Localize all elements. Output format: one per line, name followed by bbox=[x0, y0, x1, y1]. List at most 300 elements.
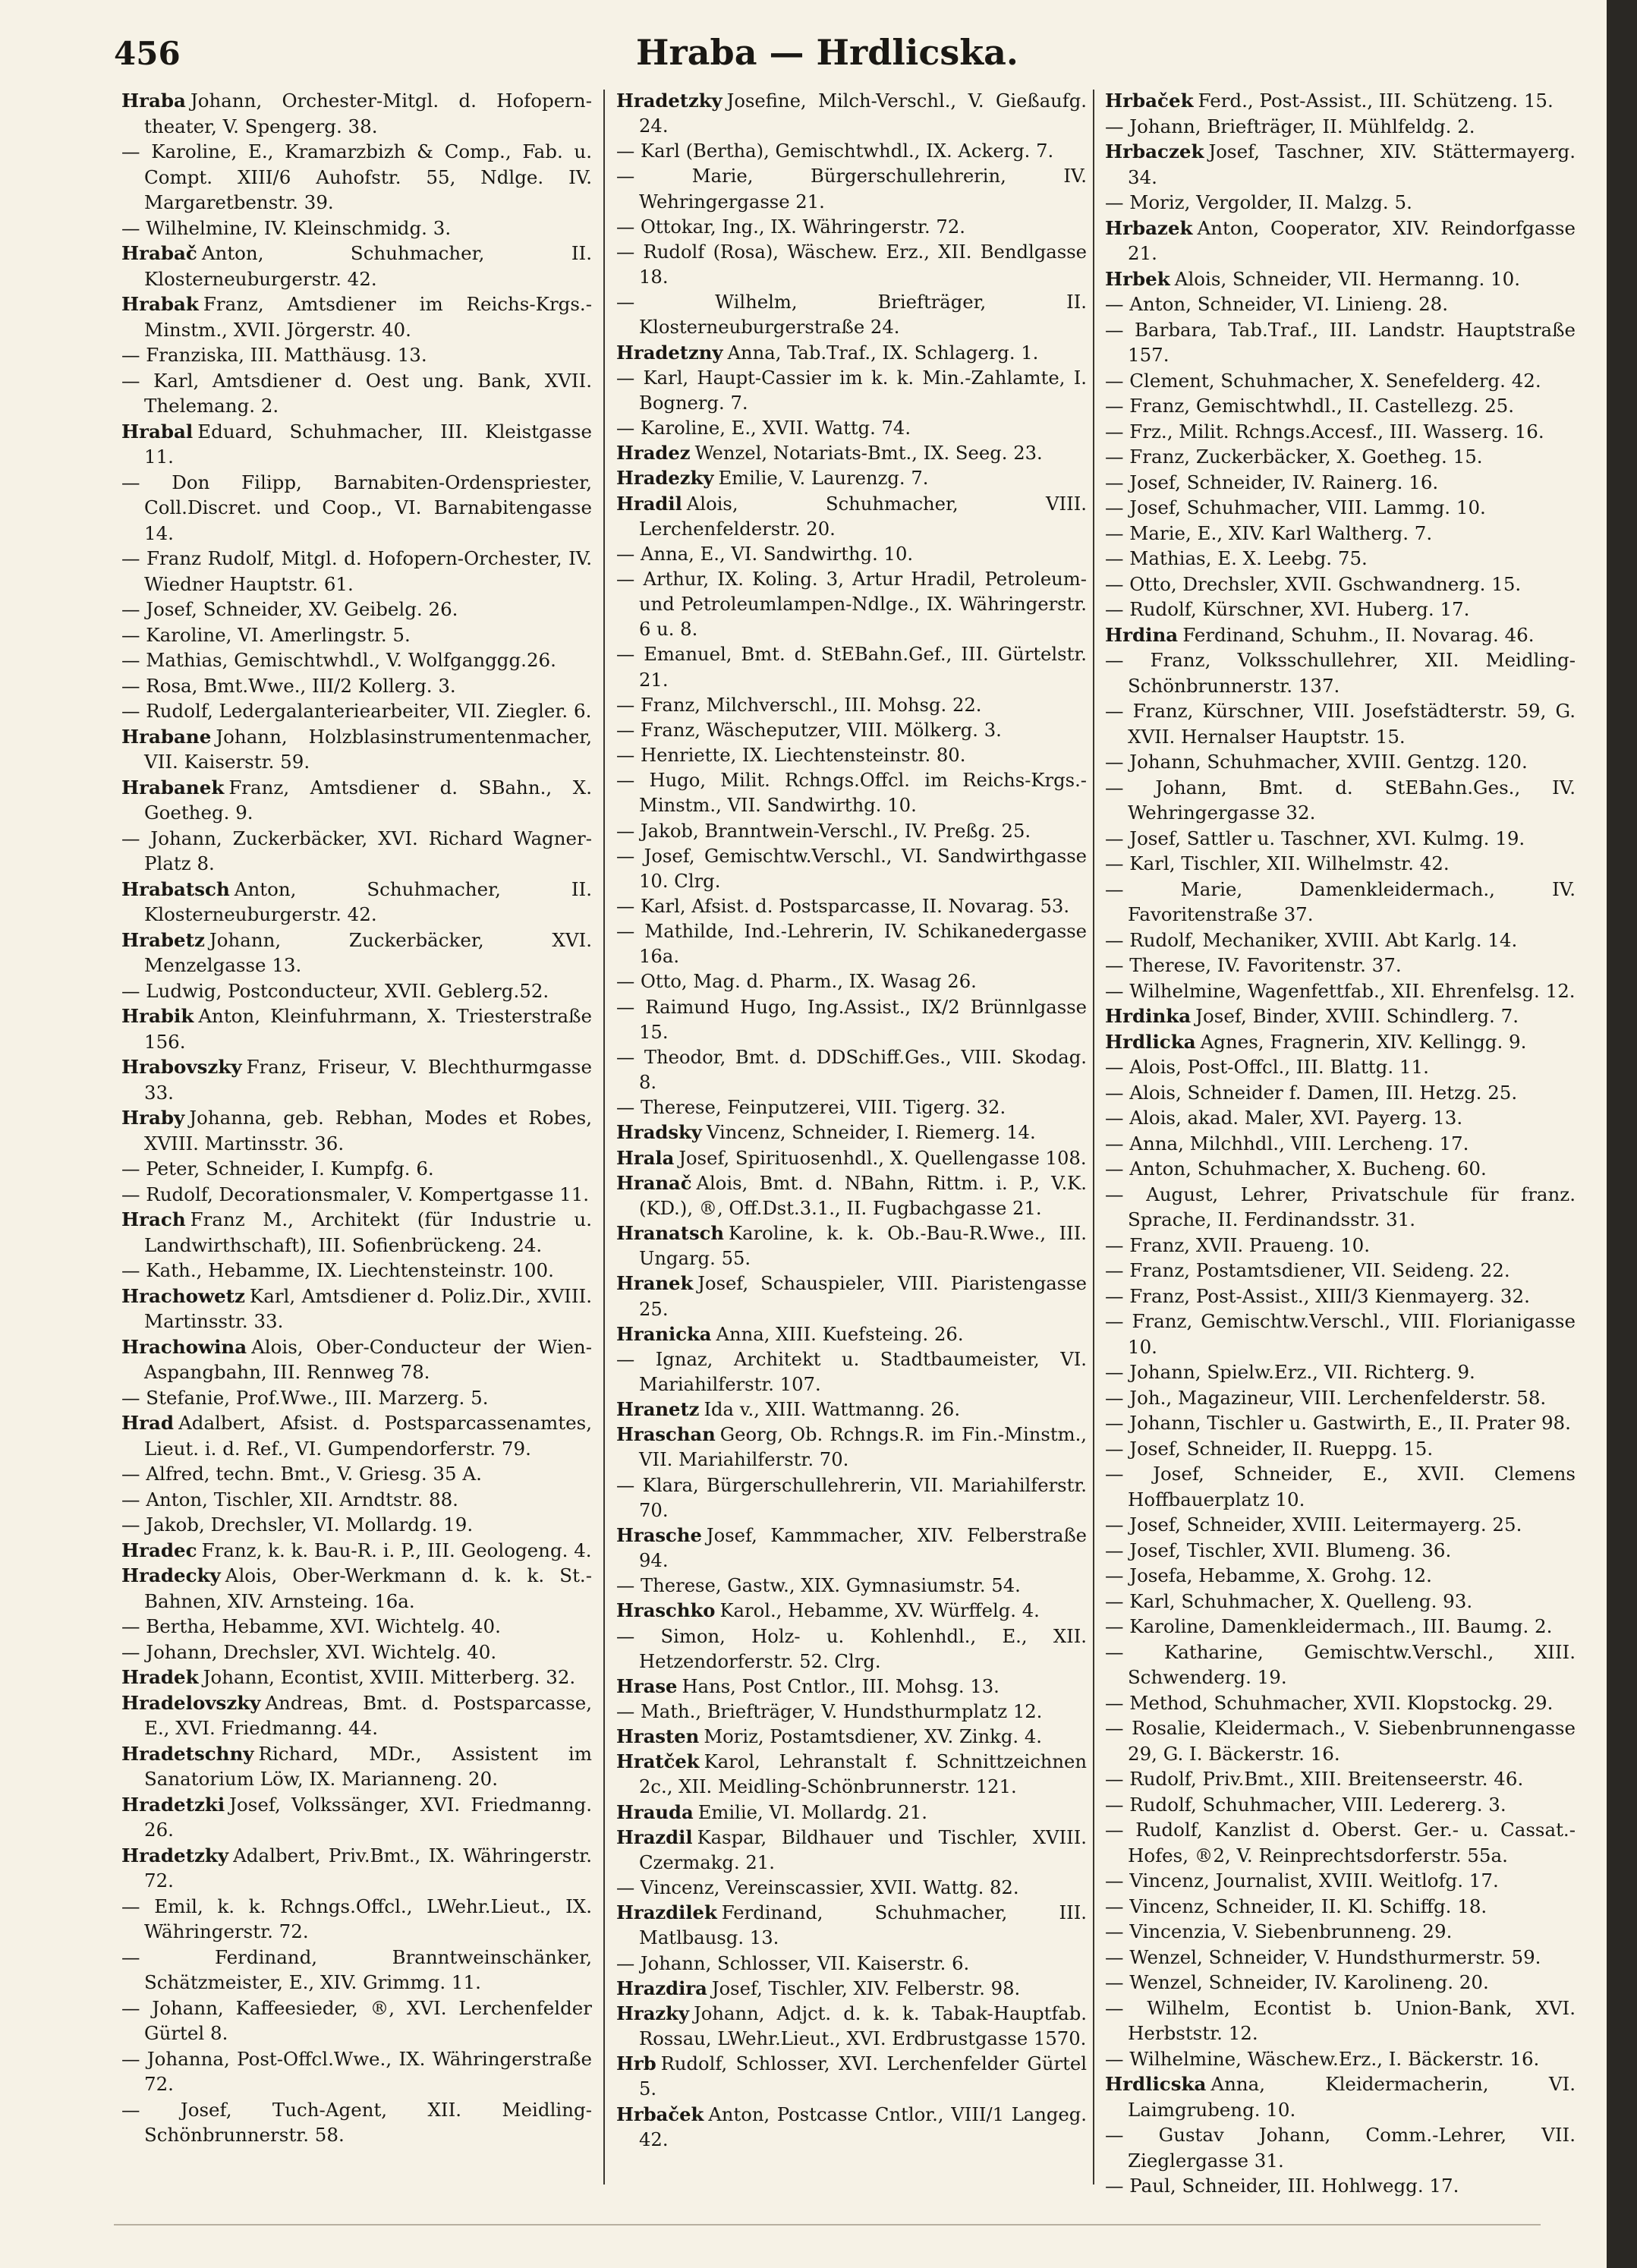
directory-entry bbox=[616, 1674, 1087, 1699]
entry-text: Josef, Spirituosenhdl., X. Quellengasse 108. bbox=[678, 1146, 1087, 1169]
entry-text: Alois, Ober-Werkmann d. k. k. St.-Bahnen, XIV. Arnsteing. 16a. bbox=[144, 1564, 592, 1612]
directory-entry bbox=[121, 291, 592, 342]
directory-entry bbox=[1105, 1131, 1576, 1157]
entry-text: — Josef, Schneider, IV. Rainerg. 16. bbox=[1105, 471, 1439, 493]
entry-surname: Hranatsch bbox=[616, 1222, 724, 1245]
entry-text: — Clement, Schuhmacher, X. Senefelderg. 42. bbox=[1105, 369, 1541, 392]
directory-entry bbox=[1105, 1105, 1576, 1131]
entry-text: — Johann, Briefträger, II. Mühlfeldg. 2. bbox=[1105, 115, 1475, 137]
entry-text: — Anton, Tischler, XII. Arndtstr. 88. bbox=[121, 1488, 458, 1510]
entry-text: — Simon, Holz- u. Kohlenhdl., E., XII. Hetzendorferstr. 52. Clrg. bbox=[616, 1624, 1087, 1672]
entry-text: Anna, XIII. Kuefsteing. 26. bbox=[716, 1322, 964, 1345]
entry-text: — Rudolf (Rosa), Wäschew. Erz., XII. Bendlgasse 18. bbox=[616, 240, 1087, 288]
entry-text: Josef, Taschner, XIV. Stättermayerg. 34. bbox=[1128, 140, 1576, 188]
entry-text: — Karoline, VI. Amerlingstr. 5. bbox=[121, 623, 411, 646]
directory-entry bbox=[616, 969, 1087, 994]
entry-text: — Otto, Mag. d. Pharm., IX. Wasag 26. bbox=[616, 970, 977, 993]
entry-text: — Rudolf, Ledergalanteriearbeiter, VII. Ziegler. 6. bbox=[121, 700, 592, 722]
entry-text: Josef, Schauspieler, VIII. Piaristengasse 25. bbox=[639, 1272, 1087, 1320]
directory-entry bbox=[121, 342, 592, 368]
entry-text: — Ignaz, Architekt u. Stadtbaumeister, VI. Mariahilferstr. 107. bbox=[616, 1347, 1087, 1395]
entry-text: Emilie, V. Laurenzg. 7. bbox=[718, 467, 929, 490]
directory-entry bbox=[1105, 597, 1576, 622]
entry-text: — Vincenz, Journalist, XVIII. Weitlofg. 17. bbox=[1105, 1870, 1499, 1892]
column-rule bbox=[603, 90, 605, 2185]
entry-text: Anton, Schuhmacher, II. Klosterneuburgerstr. 42. bbox=[144, 242, 592, 290]
directory-entry bbox=[121, 1105, 592, 1156]
directory-entry bbox=[1105, 216, 1576, 266]
directory-entry bbox=[616, 1221, 1087, 1271]
entry-text: — Emil, k. k. Rchngs.Offcl., LWehr.Lieut., IX. Währingerstr. 72. bbox=[121, 1895, 592, 1942]
directory-entry bbox=[616, 365, 1087, 415]
directory-entry bbox=[121, 978, 592, 1004]
entry-text: — Karl, Tischler, XII. Wilhelmstr. 42. bbox=[1105, 852, 1450, 874]
entry-text: — Franz, XVII. Praueng. 10. bbox=[1105, 1233, 1371, 1256]
directory-entry bbox=[616, 1724, 1087, 1749]
directory-entry bbox=[121, 419, 592, 470]
entry-text: — Franziska, III. Matthäusg. 13. bbox=[121, 344, 427, 366]
directory-entry bbox=[121, 2097, 592, 2148]
directory-entry bbox=[1105, 1258, 1576, 1284]
directory-entry bbox=[1105, 1436, 1576, 1462]
directory-entry bbox=[1105, 1817, 1576, 1868]
entry-surname: Hradetzny bbox=[616, 341, 723, 364]
directory-entry bbox=[1105, 978, 1576, 1004]
directory-entry bbox=[121, 928, 592, 978]
directory-entry bbox=[1105, 190, 1576, 216]
entry-text: Emilie, VI. Mollardg. 21. bbox=[697, 1800, 927, 1823]
directory-entry bbox=[1105, 1589, 1576, 1614]
directory-entry bbox=[1105, 851, 1576, 877]
entry-text: — Marie, Bürgerschullehrerin, IV. Wehringergasse 21. bbox=[616, 165, 1087, 213]
directory-entry bbox=[616, 1951, 1087, 1976]
directory-entry bbox=[1105, 1715, 1576, 1766]
entry-text: — Rudolf, Mechaniker, XVIII. Abt Karlg. 14. bbox=[1105, 928, 1518, 951]
entry-text: — August, Lehrer, Privatschule für franz. Sprache, II. Ferdinandsstr. 31. bbox=[1105, 1183, 1576, 1230]
directory-entry bbox=[121, 470, 592, 547]
entry-text: — Hugo, Milit. Rchngs.Offcl. im Reichs-Krgs.-Minstm., VII. Sandwirthg. 10. bbox=[616, 769, 1087, 817]
entry-text: — Rosalie, Kleidermach., V. Siebenbrunnengasse 29, G. I. Bäckerstr. 16. bbox=[1105, 1717, 1576, 1765]
entry-surname: Hraschan bbox=[616, 1423, 716, 1446]
entry-text: — Rudolf, Kürschner, XVI. Huberg. 17. bbox=[1105, 598, 1470, 620]
directory-entry bbox=[616, 1473, 1087, 1523]
entry-text: — Otto, Drechsler, XVII. Gschwandnerg. 15. bbox=[1105, 572, 1522, 595]
entry-surname: Hradetzky bbox=[616, 90, 722, 112]
directory-entry bbox=[121, 826, 592, 877]
directory-entry bbox=[616, 1095, 1087, 1120]
directory-entry bbox=[1105, 2122, 1576, 2173]
entry-text: Johanna, geb. Rebhan, Modes et Robes, XVIII. Martinsstr. 36. bbox=[144, 1107, 592, 1154]
entry-text: — Wilhelmine, Wagenfettfab., XII. Ehrenfelsg. 12. bbox=[1105, 979, 1576, 1002]
entry-text: — Karl, Haupt-Cassier im k. k. Min.-Zahlamte, I. Bognerg. 7. bbox=[616, 366, 1087, 414]
entry-text: — Alois, akad. Maler, XVI. Payerg. 13. bbox=[1105, 1107, 1463, 1129]
directory-entry bbox=[121, 1054, 592, 1105]
entry-surname: Hradec bbox=[121, 1539, 197, 1561]
entry-surname: Hraschko bbox=[616, 1599, 716, 1622]
directory-entry bbox=[121, 877, 592, 928]
directory-entry bbox=[121, 139, 592, 216]
entry-text: — Franz, Milchverschl., III. Mohsg. 22. bbox=[616, 693, 982, 716]
directory-entry bbox=[121, 1690, 592, 1741]
running-head bbox=[114, 29, 1541, 83]
entry-surname: Hrauda bbox=[616, 1800, 694, 1823]
entry-text: — Karoline, E., XVII. Wattg. 74. bbox=[616, 417, 911, 439]
entry-text: — Vincenz, Vereinscassier, XVII. Wattg. 82. bbox=[616, 1876, 1019, 1899]
entry-text: Johann, Econtist, XVIII. Mitterberg. 32. bbox=[203, 1666, 576, 1688]
directory-entry bbox=[1105, 1385, 1576, 1411]
directory-entry bbox=[121, 1996, 592, 2046]
entry-text: Alois, Schneider, VII. Hermanng. 10. bbox=[1174, 267, 1521, 290]
entry-text: Anton, Kleinfuhrmann, X. Triesterstraße 156. bbox=[144, 1005, 592, 1053]
entry-text: — Karl, Afsist. d. Postsparcasse, II. Novarag. 53. bbox=[616, 895, 1070, 917]
directory-entry bbox=[1105, 1614, 1576, 1640]
directory-entry bbox=[1105, 2071, 1576, 2122]
entry-text: — Math., Briefträger, V. Hundsthurmplatz 12. bbox=[616, 1700, 1043, 1722]
entry-text: — Josef, Tuch-Agent, XII. Meidling-Schönbrunnerstr. 58. bbox=[121, 2098, 592, 2146]
entry-text: — Ottokar, Ing., IX. Währingerstr. 72. bbox=[616, 215, 965, 238]
entry-text: — Wenzel, Schneider, IV. Karolineng. 20. bbox=[1105, 1971, 1489, 1993]
directory-entry bbox=[616, 2102, 1087, 2152]
entry-text: — Don Filipp, Barnabiten-Ordenspriester, Coll.Discret. und Coop., VI. Barnabitengasse 14. bbox=[121, 471, 592, 544]
directory-entry bbox=[616, 1170, 1087, 1221]
directory-entry bbox=[616, 843, 1087, 893]
directory-entry bbox=[1105, 368, 1576, 394]
entry-text: — Vincenz, Schneider, II. Kl. Schiffg. 18. bbox=[1105, 1895, 1487, 1917]
directory-entry bbox=[1105, 317, 1576, 368]
entry-surname: Hranač bbox=[616, 1171, 692, 1194]
directory-entry bbox=[1105, 1003, 1576, 1029]
directory-entry bbox=[1105, 775, 1576, 826]
entry-text: — Franz, Post-Assist., XIII/3 Kienmayerg. 32. bbox=[1105, 1284, 1530, 1307]
directory-entry bbox=[1105, 444, 1576, 470]
entry-surname: Hrdlicka bbox=[1105, 1030, 1196, 1053]
directory-entry bbox=[616, 717, 1087, 742]
directory-entry bbox=[121, 1284, 592, 1334]
directory-entry bbox=[616, 1749, 1087, 1799]
entry-text: Johann, Adjct. d. k. k. Tabak-Hauptfab. Rossau, LWehr.Lieut., XVI. Erdbrustgasse 1570. bbox=[639, 2002, 1087, 2050]
directory-entry bbox=[1105, 521, 1576, 547]
entry-text: — Anna, E., VI. Sandwirthg. 10. bbox=[616, 542, 914, 565]
directory-entry bbox=[121, 1487, 592, 1513]
directory-entry bbox=[1105, 1182, 1576, 1233]
directory-entry bbox=[121, 1614, 592, 1640]
entry-text: — Johann, Schuhmacher, XVIII. Gentzg. 120. bbox=[1105, 751, 1528, 773]
entry-text: — Franz, Gemischtwhdl., II. Castellezg. 25. bbox=[1105, 395, 1515, 417]
directory-entry bbox=[1105, 1690, 1576, 1716]
directory-entry bbox=[1105, 1640, 1576, 1690]
entry-text: — Johanna, Post-Offcl.Wwe., IX. Währingerstraße 72. bbox=[121, 2047, 592, 2095]
column-left bbox=[121, 88, 592, 2148]
entry-text: Karoline, k. k. Ob.-Bau-R.Wwe., III. Ungarg. 55. bbox=[639, 1222, 1087, 1270]
directory-entry bbox=[1105, 1868, 1576, 1894]
directory-entry bbox=[1105, 572, 1576, 597]
entry-text: — Josef, Sattler u. Taschner, XVI. Kulmg. 19. bbox=[1105, 827, 1525, 849]
entry-text: — Mathias, Gemischtwhdl., V. Wolfganggg.26. bbox=[121, 649, 556, 671]
entry-surname: Hrasche bbox=[616, 1523, 702, 1546]
directory-entry bbox=[121, 546, 592, 597]
directory-entry bbox=[121, 1461, 592, 1487]
entry-text: Franz, k. k. Bau-R. i. P., III. Geologeng. 4. bbox=[201, 1539, 592, 1561]
directory-entry bbox=[1105, 749, 1576, 775]
directory-entry bbox=[121, 1843, 592, 1894]
entry-text: Karol, Lehranstalt f. Schnittzeichnen 2c., XII. Meidling-Schönbrunnerstr. 121. bbox=[639, 1750, 1087, 1798]
entry-surname: Hrbaček bbox=[616, 2103, 704, 2125]
directory-entry bbox=[1105, 470, 1576, 496]
directory-entry bbox=[121, 673, 592, 699]
directory-entry bbox=[1105, 1945, 1576, 1970]
directory-entry bbox=[616, 692, 1087, 717]
entry-text: — Kath., Hebamme, IX. Liechtensteinstr. 100. bbox=[121, 1259, 554, 1281]
entry-text: Karl, Amtsdiener d. Poliz.Dir., XVIII. Martinsstr. 33. bbox=[144, 1284, 592, 1332]
column-middle bbox=[616, 88, 1087, 2152]
entry-text: Kaspar, Bildhauer und Tischler, XVIII. Czermakg. 21. bbox=[639, 1825, 1087, 1873]
directory-entry bbox=[616, 641, 1087, 691]
directory-entry bbox=[121, 368, 592, 419]
directory-entry bbox=[1105, 546, 1576, 572]
directory-entry bbox=[121, 1741, 592, 1792]
entry-text: — Johann, Kaffeesieder, ®, XVI. Lerchenfelder Gürtel 8. bbox=[121, 1996, 592, 2044]
entry-surname: Hrdinka bbox=[1105, 1005, 1192, 1027]
directory-entry bbox=[616, 1120, 1087, 1145]
entry-surname: Hrazdira bbox=[616, 1977, 707, 1999]
entry-text: Franz, Friseur, V. Blechthurmgasse 33. bbox=[144, 1056, 592, 1104]
directory-entry bbox=[121, 1334, 592, 1385]
directory-entry bbox=[1105, 291, 1576, 317]
entry-surname: Hranetz bbox=[616, 1398, 700, 1421]
directory-entry bbox=[1105, 1309, 1576, 1359]
directory-entry bbox=[616, 239, 1087, 289]
directory-entry bbox=[616, 1573, 1087, 1598]
directory-entry bbox=[616, 214, 1087, 239]
directory-entry bbox=[121, 1512, 592, 1538]
directory-entry bbox=[1105, 139, 1576, 190]
entry-text: — Johann, Zuckerbäcker, XVI. Richard Wagner-Platz 8. bbox=[121, 827, 592, 874]
entry-text: — Rudolf, Priv.Bmt., XIII. Breitenseerstr. 46. bbox=[1105, 1768, 1524, 1790]
entry-text: — Josef, Schuhmacher, VIII. Lammg. 10. bbox=[1105, 496, 1486, 518]
entry-text: — Method, Schuhmacher, XVII. Klopstockg. 29. bbox=[1105, 1691, 1554, 1714]
directory-entry bbox=[616, 2001, 1087, 2051]
entry-text: — Anton, Schneider, VI. Linieng. 28. bbox=[1105, 293, 1449, 315]
entry-surname: Hradsky bbox=[616, 1121, 702, 1144]
entry-text: Johann, Zuckerbäcker, XVI. Menzelgasse 13. bbox=[144, 928, 592, 976]
directory-entry bbox=[616, 1875, 1087, 1900]
entry-text: — Karoline, Damenkleidermach., III. Baumg. 2. bbox=[1105, 1615, 1553, 1637]
column-right bbox=[1105, 88, 1576, 2199]
entry-surname: Hrachowetz bbox=[121, 1284, 245, 1307]
entry-surname: Hradecky bbox=[121, 1564, 221, 1586]
directory-entry bbox=[616, 1900, 1087, 1950]
directory-entry bbox=[121, 1385, 592, 1411]
entry-text: — Emanuel, Bmt. d. StEBahn.Gef., III. Gürtelstr. 21. bbox=[616, 643, 1087, 691]
entry-text: Alois, Ober-Conducteur der Wien-Aspangbahn, III. Rennweg 78. bbox=[144, 1335, 592, 1383]
directory-entry bbox=[1105, 698, 1576, 749]
entry-text: — Joh., Magazineur, VIII. Lerchenfelderstr. 58. bbox=[1105, 1386, 1547, 1409]
entry-text: — Jakob, Drechsler, VI. Mollardg. 19. bbox=[121, 1514, 474, 1536]
directory-entry bbox=[1105, 877, 1576, 928]
directory-entry bbox=[121, 775, 592, 826]
directory-entry bbox=[121, 2046, 592, 2097]
entry-text: — Wilhelm, Econtist b. Union-Bank, XVI. Herbststr. 12. bbox=[1105, 1996, 1576, 2044]
entry-text: — Gustav Johann, Comm.-Lehrer, VII. Zieglergasse 31. bbox=[1105, 2124, 1576, 2172]
entry-text: — Henriette, IX. Liechtensteinstr. 80. bbox=[616, 744, 966, 767]
entry-surname: Hrachowina bbox=[121, 1335, 247, 1358]
entry-text: — Wilhelmine, Wäschew.Erz., I. Bäckerstr. 16. bbox=[1105, 2047, 1540, 2070]
entry-text: — Johann, Drechsler, XVI. Wichtelg. 40. bbox=[121, 1640, 497, 1663]
directory-entry bbox=[1105, 953, 1576, 978]
entry-surname: Hrasten bbox=[616, 1725, 700, 1748]
page-title: Hraba — Hrdlicska. bbox=[636, 32, 1018, 73]
directory-entry bbox=[616, 541, 1087, 566]
entry-text: — Wilhelm, Briefträger, II. Klosterneuburgerstraße 24. bbox=[616, 291, 1087, 339]
entry-surname: Hrbek bbox=[1105, 267, 1170, 290]
directory-entry bbox=[121, 1640, 592, 1665]
entry-text: — Ludwig, Postconducteur, XVII. Geblerg.52. bbox=[121, 979, 549, 1002]
entry-text: — Josefa, Hebamme, X. Grohg. 12. bbox=[1105, 1564, 1432, 1586]
directory-entry bbox=[121, 698, 592, 724]
entry-surname: Hrb bbox=[616, 2052, 656, 2075]
entry-text: Ferd., Post-Assist., III. Schützeng. 15. bbox=[1198, 90, 1554, 112]
directory-entry bbox=[1105, 1029, 1576, 1055]
entry-surname: Hraby bbox=[121, 1107, 185, 1129]
directory-entry bbox=[616, 1624, 1087, 1674]
entry-text: — Karl, Schuhmacher, X. Quelleng. 93. bbox=[1105, 1589, 1473, 1612]
directory-entry bbox=[1105, 1054, 1576, 1080]
entry-surname: Hrabik bbox=[121, 1005, 194, 1027]
entry-surname: Hradezky bbox=[616, 467, 714, 490]
entry-text: — Ferdinand, Branntweinschänker, Schätzmeister, E., XIV. Grimmg. 11. bbox=[121, 1945, 592, 1993]
entry-text: Ferdinand, Schuhmacher, III. Matlbausg. 13. bbox=[639, 1901, 1087, 1949]
directory-entry bbox=[121, 1894, 592, 1945]
entry-text: — Mathias, E. X. Leebg. 75. bbox=[1105, 547, 1368, 569]
entry-surname: Hrach bbox=[121, 1208, 186, 1230]
entry-text: Vincenz, Schneider, I. Riemerg. 14. bbox=[706, 1121, 1036, 1144]
entry-text: — Anton, Schuhmacher, X. Bucheng. 60. bbox=[1105, 1158, 1487, 1180]
entry-text: — Raimund Hugo, Ing.Assist., IX/2 Brünnlgasse 15. bbox=[616, 995, 1087, 1043]
scan-edge bbox=[1607, 0, 1637, 2268]
page-bottom-edge bbox=[114, 2224, 1541, 2225]
entry-text: Alois, Schuhmacher, VIII. Lerchenfelderstr. 20. bbox=[639, 492, 1087, 540]
directory-entry bbox=[616, 491, 1087, 541]
directory-entry bbox=[616, 1321, 1087, 1347]
entry-text: — Barbara, Tab.Traf., III. Landstr. Hauptstraße 157. bbox=[1105, 318, 1576, 366]
directory-entry bbox=[1105, 1410, 1576, 1436]
entry-text: — Anna, Milchhdl., VIII. Lercheng. 17. bbox=[1105, 1132, 1469, 1154]
entry-surname: Hrazdil bbox=[616, 1825, 693, 1848]
entry-surname: Hrabanek bbox=[121, 776, 225, 799]
directory-entry bbox=[121, 1003, 592, 1054]
entry-text: — Mathilde, Ind.-Lehrerin, IV. Schikanedergasse 16a. bbox=[616, 920, 1087, 968]
directory-entry bbox=[616, 918, 1087, 969]
entry-text: — Rosa, Bmt.Wwe., III/2 Kollerg. 3. bbox=[121, 674, 456, 697]
directory-entry bbox=[121, 1945, 592, 1996]
directory-entry bbox=[616, 1044, 1087, 1095]
directory-entry bbox=[1105, 1284, 1576, 1309]
directory-entry bbox=[121, 1538, 592, 1564]
entry-text: Josef, Kammmacher, XIV. Felberstraße 94. bbox=[639, 1523, 1087, 1572]
directory-entry bbox=[121, 1258, 592, 1284]
entry-text: Hans, Post Cntlor., III. Mohsg. 13. bbox=[682, 1674, 1000, 1697]
entry-text: Johann, Orchester-Mitgl. d. Hofopern-theater, V. Spengerg. 38. bbox=[144, 90, 592, 137]
directory-entry bbox=[616, 1145, 1087, 1170]
directory-entry bbox=[616, 767, 1087, 817]
entry-text: — Marie, E., XIV. Karl Waltherg. 7. bbox=[1105, 521, 1433, 544]
directory-entry bbox=[1105, 1970, 1576, 1996]
entry-surname: Hradelovszky bbox=[121, 1691, 261, 1714]
entry-surname: Hrabač bbox=[121, 242, 197, 264]
page-number: 456 bbox=[114, 35, 181, 72]
directory-entry bbox=[616, 566, 1087, 641]
directory-entry bbox=[1105, 622, 1576, 648]
directory-entry bbox=[121, 1207, 592, 1258]
entry-text: — Josef, Schneider, XV. Geibelg. 26. bbox=[121, 598, 458, 620]
directory-entry bbox=[1105, 495, 1576, 521]
directory-entry bbox=[1105, 1512, 1576, 1538]
entry-text: Anton, Postcasse Cntlor., VIII/1 Langeg. 42. bbox=[639, 2103, 1087, 2150]
entry-surname: Hradetzky bbox=[121, 1844, 229, 1866]
directory-entry bbox=[121, 597, 592, 622]
entry-text: — Arthur, IX. Koling. 3, Artur Hradil, Petroleum- und Petroleumlampen-Ndlge., IX. Währingerstr. 6 u. 8. bbox=[616, 567, 1087, 641]
directory-entry bbox=[121, 647, 592, 673]
directory-entry bbox=[121, 1182, 592, 1208]
entry-text: — Vincenzia, V. Siebenbrunneng. 29. bbox=[1105, 1920, 1453, 1942]
entry-text: — Theodor, Bmt. d. DDSchiff.Ges., VIII. Skodag. 8. bbox=[616, 1045, 1087, 1094]
directory-entry bbox=[616, 163, 1087, 213]
entry-surname: Hrazky bbox=[616, 2002, 690, 2024]
entry-text: Josef, Tischler, XIV. Felberstr. 98. bbox=[711, 1977, 1021, 1999]
entry-surname: Hrase bbox=[616, 1674, 678, 1697]
entry-surname: Hradek bbox=[121, 1666, 199, 1688]
directory-entry bbox=[1105, 1461, 1576, 1512]
entry-text: — Marie, Damenkleidermach., IV. Favoritenstraße 37. bbox=[1105, 877, 1576, 925]
entry-text: Josefine, Milch-Verschl., V. Gießaufg. 24. bbox=[639, 90, 1087, 137]
entry-text: Josef, Binder, XVIII. Schindlerg. 7. bbox=[1195, 1005, 1519, 1027]
directory-entry bbox=[1105, 1359, 1576, 1385]
directory-entry bbox=[121, 1665, 592, 1690]
entry-text: — Josef, Schneider, E., XVII. Clemens Hoffbauerplatz 10. bbox=[1105, 1463, 1576, 1510]
directory-entry bbox=[616, 1825, 1087, 1875]
entry-text: — Rudolf, Schuhmacher, VIII. Ledererg. 3. bbox=[1105, 1793, 1506, 1816]
entry-surname: Hrabak bbox=[121, 293, 199, 315]
entry-surname: Hrbazek bbox=[1105, 216, 1193, 239]
entry-surname: Hrabovszky bbox=[121, 1056, 242, 1078]
directory-entry bbox=[1105, 2046, 1576, 2072]
directory-entry bbox=[1105, 2173, 1576, 2199]
directory-entry bbox=[1105, 1156, 1576, 1182]
entry-text: — Josef, Tischler, XVII. Blumeng. 36. bbox=[1105, 1539, 1452, 1561]
directory-entry bbox=[121, 1563, 592, 1614]
entry-text: Georg, Ob. Rchngs.R. im Fin.-Minstm., VII. Mariahilferstr. 70. bbox=[639, 1423, 1087, 1471]
directory-entry bbox=[121, 1410, 592, 1461]
entry-text: Adalbert, Priv.Bmt., IX. Währingerstr. 72. bbox=[144, 1844, 592, 1892]
directory-entry bbox=[616, 1699, 1087, 1724]
entry-text: — Katharine, Gemischtw.Verschl., XIII. Schwenderg. 19. bbox=[1105, 1640, 1576, 1688]
directory-entry bbox=[616, 893, 1087, 918]
directory-entry bbox=[616, 138, 1087, 163]
entry-text: Johann, Holzblasinstrumentenmacher, VII. Kaiserstr. 59. bbox=[144, 725, 592, 773]
directory-entry bbox=[1105, 1919, 1576, 1945]
directory-entry bbox=[616, 742, 1087, 767]
entry-text: Josef, Volkssänger, XVI. Friedmanng. 26. bbox=[144, 1793, 592, 1841]
entry-text: Rudolf, Schlosser, XVI. Lerchenfelder Gürtel 5. bbox=[639, 2052, 1087, 2100]
entry-text: Adalbert, Afsist. d. Postsparcassenamtes, Lieut. i. d. Ref., VI. Gumpendorferstr. 79. bbox=[144, 1412, 592, 1460]
entry-text: — Franz, Postamtsdiener, VII. Seideng. 22. bbox=[1105, 1259, 1510, 1281]
directory-entry bbox=[616, 1523, 1087, 1573]
entry-text: — Bertha, Hebamme, XVI. Wichtelg. 40. bbox=[121, 1615, 501, 1637]
directory-entry bbox=[616, 1598, 1087, 1623]
entry-text: — Moriz, Vergolder, II. Malzg. 5. bbox=[1105, 191, 1412, 213]
entry-surname: Hratček bbox=[616, 1750, 700, 1773]
entry-text: — Klara, Bürgerschullehrerin, VII. Mariahilferstr. 70. bbox=[616, 1473, 1087, 1521]
